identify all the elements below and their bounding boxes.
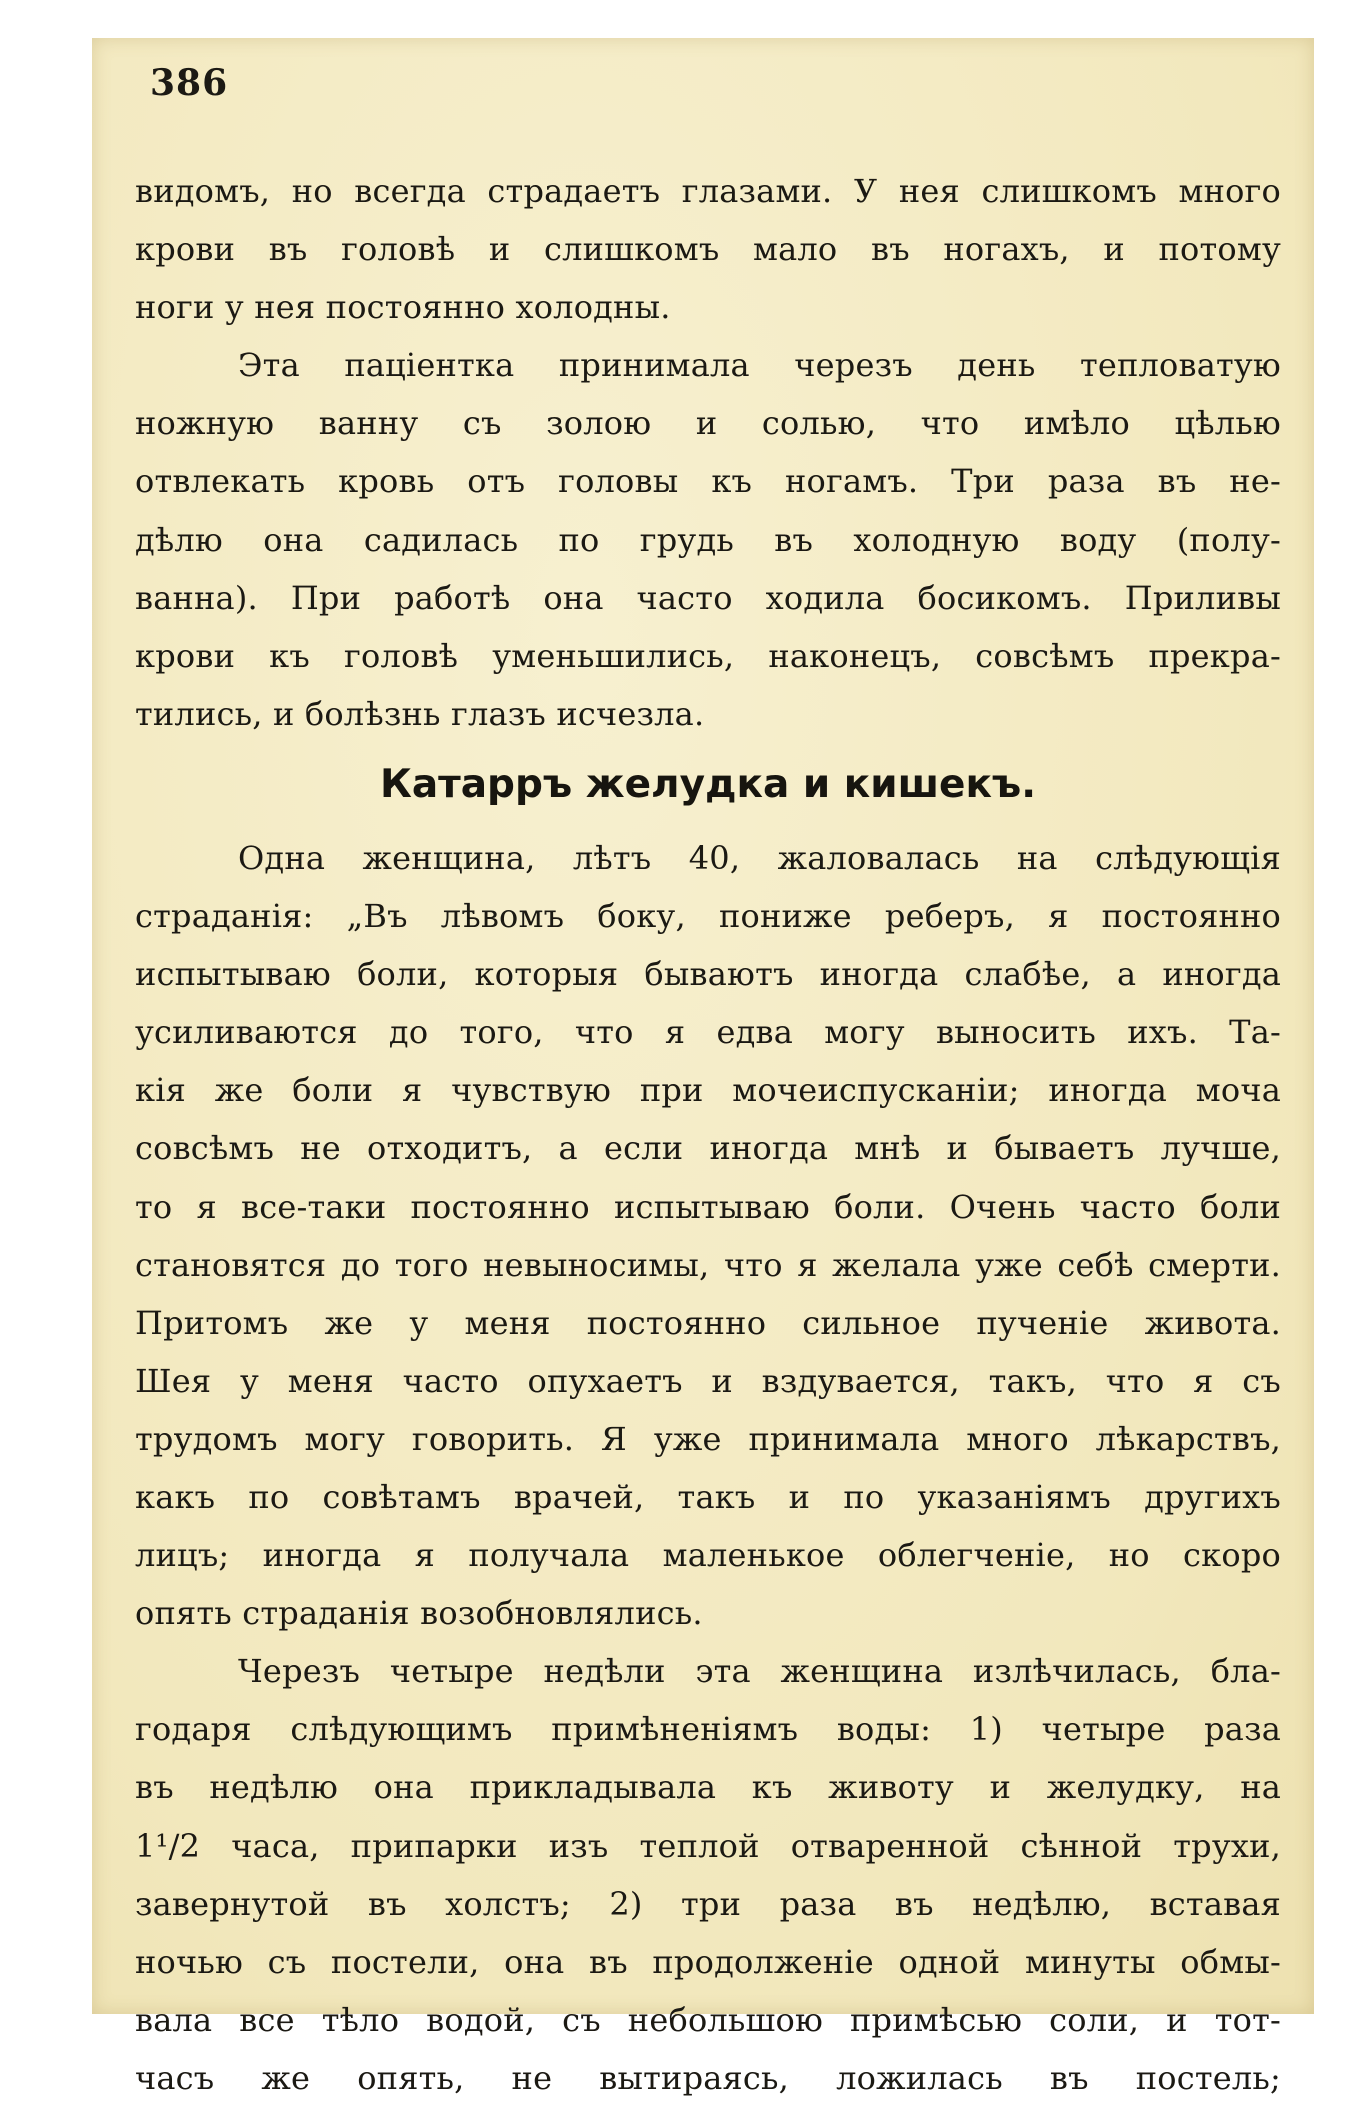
text-line: Шея у меня часто опухаетъ и вздувается, такъ, что я съ <box>135 1361 1281 1400</box>
text-line: тились, и болѣзнь глазъ исчезла. <box>135 694 705 733</box>
text-line: ванна). При работѣ она часто ходила босикомъ. Приливы <box>135 578 1281 617</box>
text-line: въ недѣлю она прикладывала къ животу и желудку, на <box>135 1768 1281 1807</box>
text-line: Одна женщина, лѣтъ 40, жаловалась на слѣдующія <box>238 838 1281 877</box>
text-line: Эта паціентка принимала черезъ день тепловатую <box>238 346 1281 385</box>
paragraph <box>135 1642 1281 2107</box>
text-line: ножную ванну съ золою и солью, что имѣло цѣлью <box>135 404 1281 443</box>
text-line: лицъ; иногда я получала маленькое облегченіе, но скоро <box>135 1536 1281 1575</box>
text-line: вала все тѣло водой, съ небольшою примѣсью соли, и тот- <box>135 2000 1281 2039</box>
text-line: кія же боли я чувствую при мочеиспусканіи; иногда моча <box>135 1071 1281 1110</box>
page-number: 386 <box>150 62 229 104</box>
page-text <box>135 162 1281 2107</box>
text-line: крови въ головѣ и слишкомъ мало въ ногахъ, и потому <box>135 230 1281 269</box>
text-line: то я все-таки постоянно испытываю боли. Очень часто боли <box>135 1187 1281 1226</box>
text-line: отвлекать кровь отъ головы къ ногамъ. Три раза въ не- <box>135 462 1281 501</box>
text-line: какъ по совѣтамъ врачей, такъ и по указаніямъ другихъ <box>135 1477 1281 1516</box>
text-line: опять страданія возобновлялись. <box>135 1594 703 1633</box>
text-line: испытываю боли, которыя бываютъ иногда слабѣе, а иногда <box>135 955 1281 994</box>
text-line: крови къ головѣ уменьшились, наконецъ, совсѣмъ прекра- <box>135 636 1281 675</box>
text-line: совсѣмъ не отходитъ, а если иногда мнѣ и бываетъ лучше, <box>135 1129 1281 1168</box>
text-line: усиливаются до того, что я едва могу выносить ихъ. Та- <box>135 1013 1281 1052</box>
text-line: Притомъ же у меня постоянно сильное пученіе живота. <box>135 1303 1281 1342</box>
text-line: завернутой въ холстъ; 2) три раза въ недѣлю, вставая <box>135 1884 1281 1923</box>
text-line: Черезъ четыре недѣли эта женщина излѣчилась, бла- <box>238 1652 1281 1691</box>
text-line: дѣлю она садилась по грудь въ холодную воду (полу- <box>135 520 1281 559</box>
text-line: ночью съ постели, она въ продолженіе одной минуты обмы- <box>135 1942 1281 1981</box>
paragraph <box>135 162 1281 336</box>
text-line: трудомъ могу говорить. Я уже принимала много лѣкарствъ, <box>135 1419 1281 1458</box>
text-line: становятся до того невыносимы, что я желала уже себѣ смерти. <box>135 1245 1281 1284</box>
text-line: часъ же опять, не вытираясь, ложилась въ постель; <box>135 2058 1281 2097</box>
paragraph <box>135 829 1281 1642</box>
text-line: ноги у нея постоянно холодны. <box>135 288 671 327</box>
section-heading: Катарръ желудка и кишекъ. <box>379 761 1037 807</box>
text-line: страданія: „Въ лѣвомъ боку, пониже реберъ, я постоянно <box>135 897 1281 936</box>
text-line: годаря слѣдующимъ примѣненіямъ воды: 1) четыре раза <box>135 1710 1281 1749</box>
text-line: видомъ, но всегда страдаетъ глазами. У нея слишкомъ много <box>135 172 1281 210</box>
paragraph <box>135 336 1281 743</box>
text-line: 1¹/2 часа, припарки изъ теплой отваренной сѣнной трухи, <box>135 1826 1281 1865</box>
